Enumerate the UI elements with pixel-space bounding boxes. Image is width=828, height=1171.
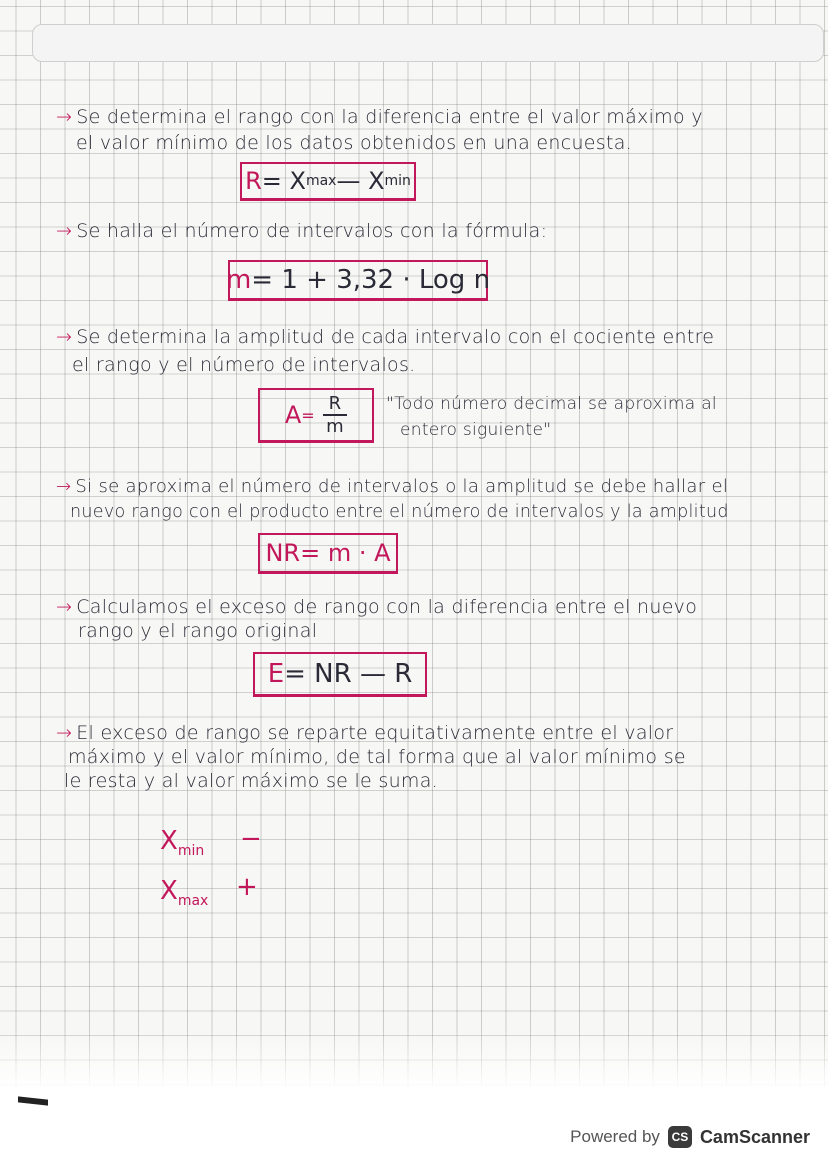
step5-line2: rango y el rango original [78, 620, 318, 642]
arrow-icon: → [56, 220, 73, 242]
amplitude-note-line1: "Todo número decimal se aproxima al [386, 394, 717, 414]
formula-new-range: NR = m · A [258, 533, 398, 574]
xmin-label: $X_{min}$ [160, 826, 205, 860]
step2-line1: → Se halla el número de intervalos con la fórmula: [56, 220, 548, 242]
camscanner-brand: CamScanner [699, 1126, 810, 1147]
arrow-icon: → [56, 476, 72, 497]
step3-line2: el rango y el número de intervalos. [72, 354, 416, 376]
scan-edge-mark [18, 1096, 48, 1105]
step3-line1: → Se determina la amplitud de cada intervalo con el cociente entre [56, 326, 715, 348]
arrow-icon: → [56, 722, 73, 744]
step6-line3: le resta y al valor máximo se le suma. [64, 770, 439, 792]
arrow-icon: → [56, 326, 73, 348]
arrow-icon: → [56, 596, 73, 618]
formula-excess: E = NR — R [253, 652, 427, 697]
plus-sign: + [236, 872, 258, 902]
step4-line1: → Si se aproxima el número de intervalos o la amplitud se debe hallar el [56, 476, 729, 497]
arrow-icon: → [56, 106, 73, 128]
powered-by-text: Powered by [570, 1127, 660, 1146]
camscanner-logo-icon: CS [668, 1126, 692, 1148]
xmax-label: $X_{max}$ [160, 876, 209, 910]
step4-line2: nuevo rango con el producto entre el número de intervalos y la amplitud [70, 502, 729, 522]
page-header-strip [32, 24, 824, 62]
camscanner-footer [570, 1126, 810, 1148]
step6-line1: → El exceso de rango se reparte equitativamente entre el valor [56, 722, 674, 744]
formula-intervals: m = 1 + 3,32 · Log n [228, 260, 488, 301]
step5-line1: → Calculamos el exceso de rango con la diferencia entre el nuevo [56, 596, 698, 618]
step1-line2: el valor mínimo de los datos obtenidos en una encuesta. [76, 132, 633, 154]
step6-line2: máximo y el valor mínimo, de tal forma que al valor mínimo se [68, 746, 686, 768]
formula-amplitude: A = $\frac{R}{m}$ [258, 388, 374, 443]
step1-line1: → Se determina el rango con la diferencia entre el valor máximo y [56, 106, 703, 128]
minus-sign: − [240, 824, 262, 854]
formula-range: R = X max — X min [240, 162, 416, 201]
fraction: $\frac{R}{m}$ [323, 393, 348, 437]
amplitude-note-line2: entero siguiente" [400, 420, 552, 440]
